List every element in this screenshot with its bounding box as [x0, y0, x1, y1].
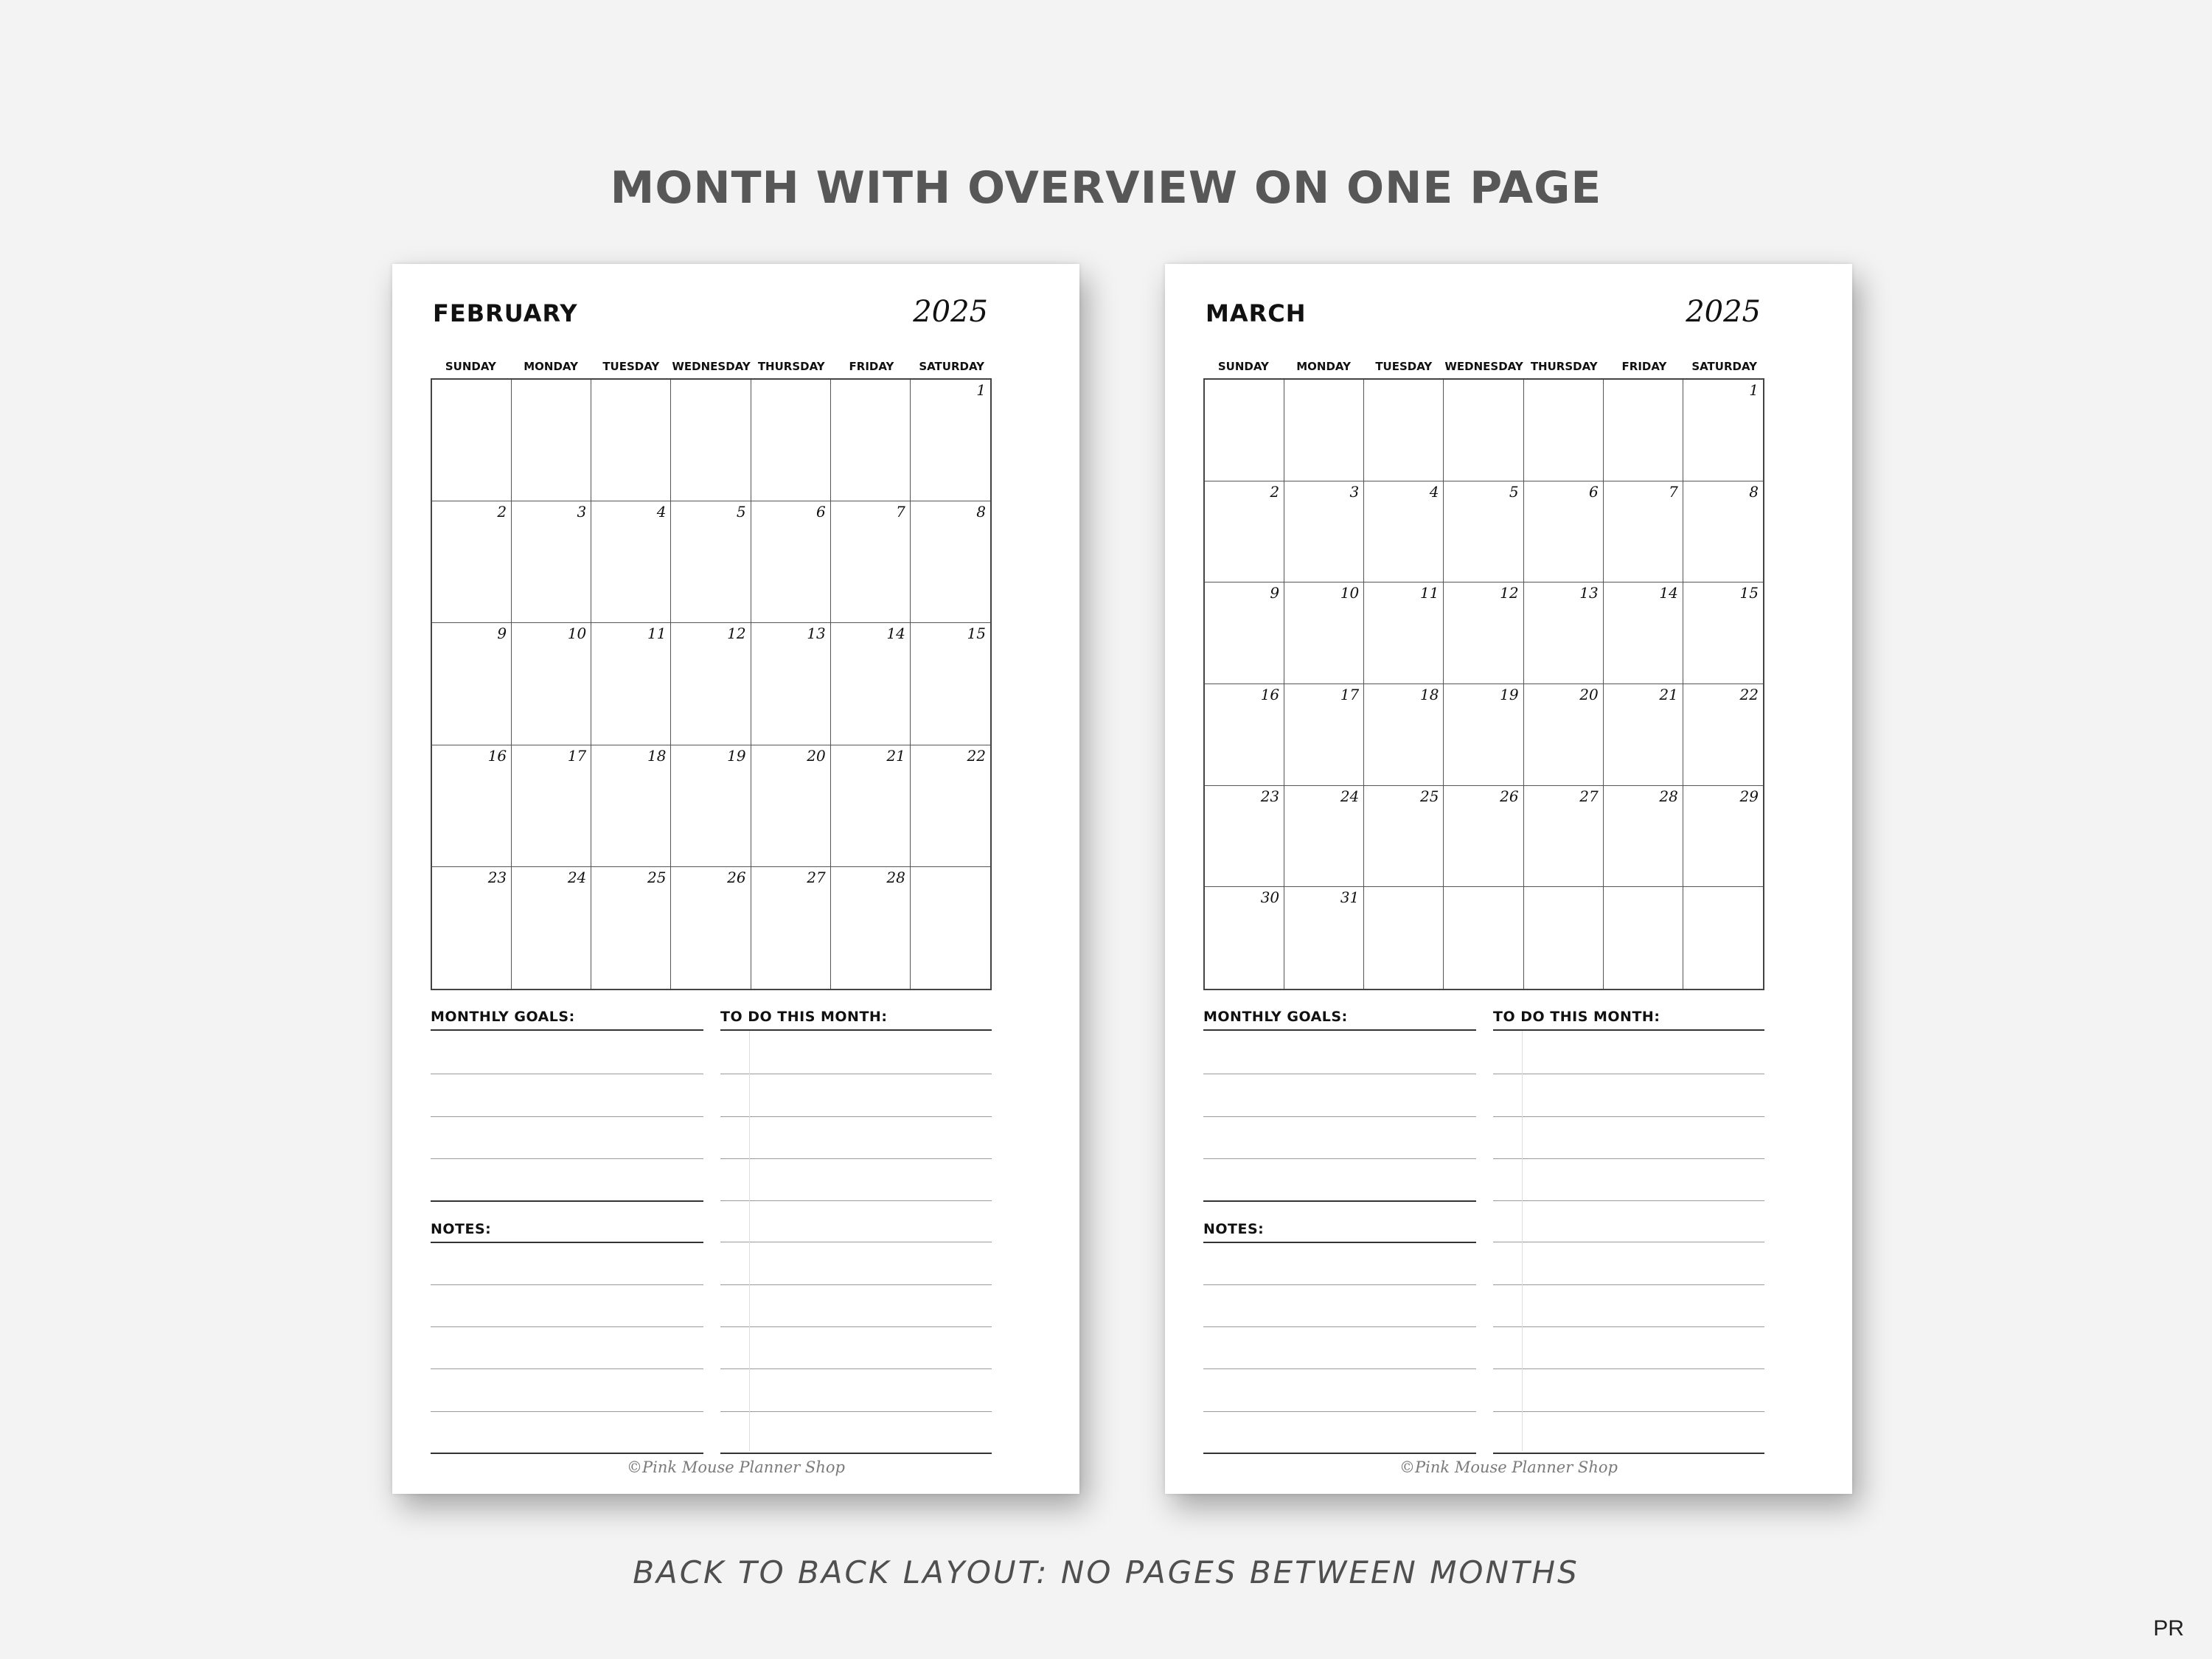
section-rule: [1203, 1200, 1476, 1202]
day-number: 24: [567, 868, 587, 886]
monthly-goals-label: MONTHLY GOALS:: [431, 1009, 575, 1025]
section-rule: [1203, 1242, 1476, 1243]
day-number: 15: [1739, 584, 1759, 602]
year-label: 2025: [1686, 295, 1761, 329]
calendar-day-cell[interactable]: [1205, 786, 1284, 888]
calendar-day-cell[interactable]: [512, 380, 591, 501]
calendar-day-cell[interactable]: [1205, 481, 1284, 583]
day-number: 18: [1419, 686, 1439, 703]
day-number: 7: [1669, 482, 1678, 501]
weekday-header: TUESDAY: [1375, 360, 1433, 373]
day-number: 20: [807, 746, 826, 765]
calendar-day-cell[interactable]: [591, 501, 671, 623]
section-rule: [720, 1029, 992, 1031]
calendar-day-cell[interactable]: [591, 623, 671, 745]
weekday-header: SATURDAY: [1691, 360, 1758, 373]
day-number: 28: [1659, 787, 1678, 805]
calendar-day-cell[interactable]: [1683, 684, 1763, 786]
day-number: 20: [1579, 686, 1599, 703]
day-number: 31: [1340, 888, 1360, 907]
day-number: 6: [815, 503, 826, 521]
note-writing-line[interactable]: [1203, 1284, 1476, 1285]
day-number: 26: [727, 868, 746, 886]
day-number: 9: [1270, 584, 1280, 602]
day-number: 9: [497, 625, 507, 643]
calendar-day-cell[interactable]: [1284, 786, 1364, 888]
calendar-grid: [1203, 378, 1764, 990]
planner-page-march: [1165, 264, 1852, 1494]
section-rule: [431, 1200, 703, 1202]
todo-writing-line[interactable]: [1493, 1411, 1764, 1412]
day-number: 14: [886, 625, 905, 643]
notes-label: NOTES:: [1203, 1221, 1265, 1237]
todo-writing-line[interactable]: [720, 1200, 992, 1201]
todo-writing-line[interactable]: [1493, 1368, 1764, 1369]
day-number: 15: [967, 625, 986, 643]
weekday-header: WEDNESDAY: [672, 360, 751, 373]
weekday-header: SUNDAY: [1217, 360, 1269, 373]
weekday-header: MONDAY: [1296, 360, 1351, 373]
day-number: 25: [647, 868, 667, 886]
todo-writing-line[interactable]: [1493, 1200, 1764, 1201]
day-number: 5: [736, 503, 746, 521]
checkbox-column-divider: [1522, 1031, 1523, 1451]
day-number: 1: [976, 381, 986, 399]
section-rule: [720, 1453, 992, 1454]
notes-label: NOTES:: [431, 1221, 492, 1237]
day-number: 19: [727, 746, 746, 765]
calendar-day-cell[interactable]: [432, 867, 512, 989]
section-rule: [1203, 1453, 1476, 1454]
calendar-day-cell[interactable]: [751, 623, 831, 745]
todo-writing-line[interactable]: [720, 1368, 992, 1369]
todo-writing-line[interactable]: [720, 1158, 992, 1159]
day-number: 10: [1340, 584, 1360, 602]
weekday-header: WEDNESDAY: [1444, 360, 1523, 373]
weekday-header-row: [1203, 360, 1764, 373]
calendar-day-cell[interactable]: [751, 867, 831, 989]
section-rule: [1203, 1029, 1476, 1031]
calendar-day-cell[interactable]: [911, 501, 990, 623]
calendar-day-cell[interactable]: [1284, 887, 1364, 989]
note-writing-line[interactable]: [1203, 1368, 1476, 1369]
calendar-day-cell[interactable]: [1683, 786, 1763, 888]
calendar-day-cell[interactable]: [831, 867, 911, 989]
calendar-day-cell[interactable]: [1284, 582, 1364, 684]
todo-writing-line[interactable]: [1493, 1284, 1764, 1285]
todo-writing-line[interactable]: [1493, 1326, 1764, 1327]
calendar-day-cell[interactable]: [1604, 684, 1683, 786]
shop-watermark: ©Pink Mouse Planner Shop: [1399, 1458, 1618, 1476]
day-number: 2: [497, 503, 507, 521]
note-writing-line[interactable]: [431, 1284, 703, 1285]
note-writing-line[interactable]: [431, 1326, 703, 1327]
calendar-grid: [431, 378, 992, 990]
calendar-day-cell[interactable]: [1444, 684, 1523, 786]
calendar-day-cell[interactable]: [831, 745, 911, 867]
day-number: 11: [647, 625, 667, 643]
day-number: 29: [1739, 787, 1759, 805]
calendar-day-cell[interactable]: [1205, 887, 1284, 989]
day-number: 24: [1340, 787, 1360, 805]
calendar-day-cell[interactable]: [432, 623, 512, 745]
calendar-day-cell[interactable]: [512, 745, 591, 867]
day-number: 8: [1749, 482, 1759, 501]
weekday-header: SATURDAY: [919, 360, 985, 373]
day-number: 25: [1419, 787, 1439, 805]
day-number: 5: [1509, 482, 1519, 501]
calendar-day-cell[interactable]: [831, 501, 911, 623]
day-number: 10: [567, 625, 587, 643]
todo-writing-line[interactable]: [1493, 1158, 1764, 1159]
todo-label: TO DO THIS MONTH:: [1493, 1009, 1660, 1025]
calendar-day-cell[interactable]: [1364, 786, 1444, 888]
calendar-day-cell[interactable]: [432, 745, 512, 867]
note-writing-line[interactable]: [431, 1368, 703, 1369]
day-number: 27: [1579, 787, 1599, 805]
day-number: 4: [1429, 482, 1439, 501]
calendar-day-cell[interactable]: [1364, 582, 1444, 684]
day-number: 17: [567, 746, 587, 765]
day-number: 23: [487, 868, 507, 886]
weekday-header: MONDAY: [524, 360, 578, 373]
calendar-day-cell[interactable]: [911, 623, 990, 745]
calendar-day-cell[interactable]: [671, 623, 751, 745]
calendar-day-cell[interactable]: [911, 745, 990, 867]
day-number: 27: [807, 868, 826, 886]
goal-writing-line[interactable]: [431, 1116, 703, 1117]
weekday-header: THURSDAY: [757, 360, 825, 373]
calendar-day-cell[interactable]: [1524, 887, 1604, 989]
section-rule: [1493, 1029, 1764, 1031]
calendar-day-cell[interactable]: [1205, 380, 1284, 481]
day-number: 17: [1340, 686, 1360, 703]
day-number: 8: [976, 503, 986, 521]
calendar-day-cell[interactable]: [1284, 481, 1364, 583]
day-number: 13: [807, 625, 826, 643]
calendar-day-cell[interactable]: [751, 380, 831, 501]
checkbox-column-divider: [749, 1031, 750, 1451]
day-number: 2: [1270, 482, 1280, 501]
weekday-header: SUNDAY: [445, 360, 496, 373]
section-rule: [431, 1029, 703, 1031]
calendar-day-cell[interactable]: [1444, 887, 1523, 989]
calendar-day-cell[interactable]: [751, 745, 831, 867]
calendar-day-cell[interactable]: [1604, 582, 1683, 684]
day-number: 3: [1349, 482, 1360, 501]
note-writing-line[interactable]: [1203, 1411, 1476, 1412]
weekday-header: FRIDAY: [849, 360, 894, 373]
day-number: 18: [647, 746, 667, 765]
note-writing-line[interactable]: [1203, 1326, 1476, 1327]
calendar-day-cell[interactable]: [1683, 481, 1763, 583]
day-number: 23: [1260, 787, 1280, 805]
calendar-day-cell[interactable]: [1364, 380, 1444, 481]
day-number: 19: [1500, 686, 1519, 703]
calendar-day-cell[interactable]: [911, 867, 990, 989]
calendar-day-cell[interactable]: [591, 380, 671, 501]
section-rule: [1493, 1453, 1764, 1454]
calendar-day-cell[interactable]: [432, 501, 512, 623]
calendar-day-cell[interactable]: [671, 380, 751, 501]
day-number: 16: [487, 746, 507, 765]
calendar-day-cell[interactable]: [512, 623, 591, 745]
calendar-day-cell[interactable]: [1604, 481, 1683, 583]
day-number: 6: [1588, 482, 1599, 501]
day-number: 12: [1500, 584, 1519, 602]
calendar-day-cell[interactable]: [1444, 786, 1523, 888]
day-number: 22: [1739, 686, 1759, 703]
calendar-day-cell[interactable]: [432, 380, 512, 501]
calendar-day-cell[interactable]: [1205, 582, 1284, 684]
calendar-day-cell[interactable]: [1683, 582, 1763, 684]
todo-writing-line[interactable]: [720, 1326, 992, 1327]
shop-watermark: ©Pink Mouse Planner Shop: [627, 1458, 845, 1476]
monthly-goals-label: MONTHLY GOALS:: [1203, 1009, 1348, 1025]
calendar-day-cell[interactable]: [591, 867, 671, 989]
calendar-day-cell[interactable]: [1604, 380, 1683, 481]
calendar-day-cell[interactable]: [1683, 887, 1763, 989]
month-name: MARCH: [1206, 299, 1307, 327]
todo-writing-line[interactable]: [720, 1411, 992, 1412]
calendar-day-cell[interactable]: [1524, 684, 1604, 786]
day-number: 26: [1500, 787, 1519, 805]
calendar-day-cell[interactable]: [1364, 481, 1444, 583]
calendar-day-cell[interactable]: [671, 745, 751, 867]
day-number: 16: [1260, 686, 1280, 703]
day-number: 21: [886, 746, 905, 765]
calendar-day-cell[interactable]: [751, 501, 831, 623]
calendar-day-cell[interactable]: [911, 380, 990, 501]
calendar-day-cell[interactable]: [512, 501, 591, 623]
calendar-day-cell[interactable]: [512, 867, 591, 989]
year-label: 2025: [913, 295, 988, 329]
calendar-day-cell[interactable]: [1524, 786, 1604, 888]
day-number: 14: [1659, 584, 1678, 602]
calendar-day-cell[interactable]: [1683, 380, 1763, 481]
calendar-day-cell[interactable]: [1524, 481, 1604, 583]
calendar-day-cell[interactable]: [831, 623, 911, 745]
calendar-day-cell[interactable]: [831, 380, 911, 501]
todo-writing-line[interactable]: [1493, 1116, 1764, 1117]
calendar-day-cell[interactable]: [1364, 887, 1444, 989]
todo-writing-line[interactable]: [720, 1284, 992, 1285]
planner-page-february: [392, 264, 1079, 1494]
note-writing-line[interactable]: [431, 1411, 703, 1412]
goal-writing-line[interactable]: [431, 1158, 703, 1159]
calendar-day-cell[interactable]: [1205, 684, 1284, 786]
day-number: 21: [1659, 686, 1678, 703]
calendar-day-cell[interactable]: [1284, 684, 1364, 786]
todo-writing-line[interactable]: [720, 1116, 992, 1117]
page-title: MONTH WITH OVERVIEW ON ONE PAGE: [610, 162, 1602, 214]
calendar-day-cell[interactable]: [1444, 481, 1523, 583]
calendar-day-cell[interactable]: [591, 745, 671, 867]
day-number: 4: [656, 503, 667, 521]
calendar-day-cell[interactable]: [671, 867, 751, 989]
calendar-day-cell[interactable]: [1444, 582, 1523, 684]
day-number: 12: [727, 625, 746, 643]
calendar-day-cell[interactable]: [1604, 786, 1683, 888]
calendar-day-cell[interactable]: [1364, 684, 1444, 786]
day-number: 7: [896, 503, 905, 521]
section-rule: [431, 1453, 703, 1454]
calendar-day-cell[interactable]: [1524, 582, 1604, 684]
calendar-day-cell[interactable]: [1284, 380, 1364, 481]
day-number: 22: [967, 746, 986, 765]
todo-label: TO DO THIS MONTH:: [720, 1009, 888, 1025]
day-number: 1: [1749, 381, 1759, 399]
goal-writing-line[interactable]: [1203, 1158, 1476, 1159]
day-number: 3: [577, 503, 587, 521]
calendar-day-cell[interactable]: [671, 501, 751, 623]
day-number: 28: [886, 868, 905, 886]
day-number: 30: [1260, 888, 1280, 907]
section-rule: [431, 1242, 703, 1243]
layout-caption: BACK TO BACK LAYOUT: NO PAGES BETWEEN MONTHS: [633, 1554, 1579, 1590]
weekday-header: THURSDAY: [1530, 360, 1598, 373]
calendar-day-cell[interactable]: [1604, 887, 1683, 989]
weekday-header-row: [431, 360, 992, 373]
weekday-header: FRIDAY: [1621, 360, 1667, 373]
corner-tag: PR: [2153, 1616, 2184, 1641]
weekday-header: TUESDAY: [602, 360, 660, 373]
day-number: 11: [1419, 584, 1439, 602]
calendar-day-cell[interactable]: [1524, 380, 1604, 481]
month-name: FEBRUARY: [433, 299, 578, 327]
goal-writing-line[interactable]: [1203, 1116, 1476, 1117]
calendar-day-cell[interactable]: [1444, 380, 1523, 481]
day-number: 13: [1579, 584, 1599, 602]
